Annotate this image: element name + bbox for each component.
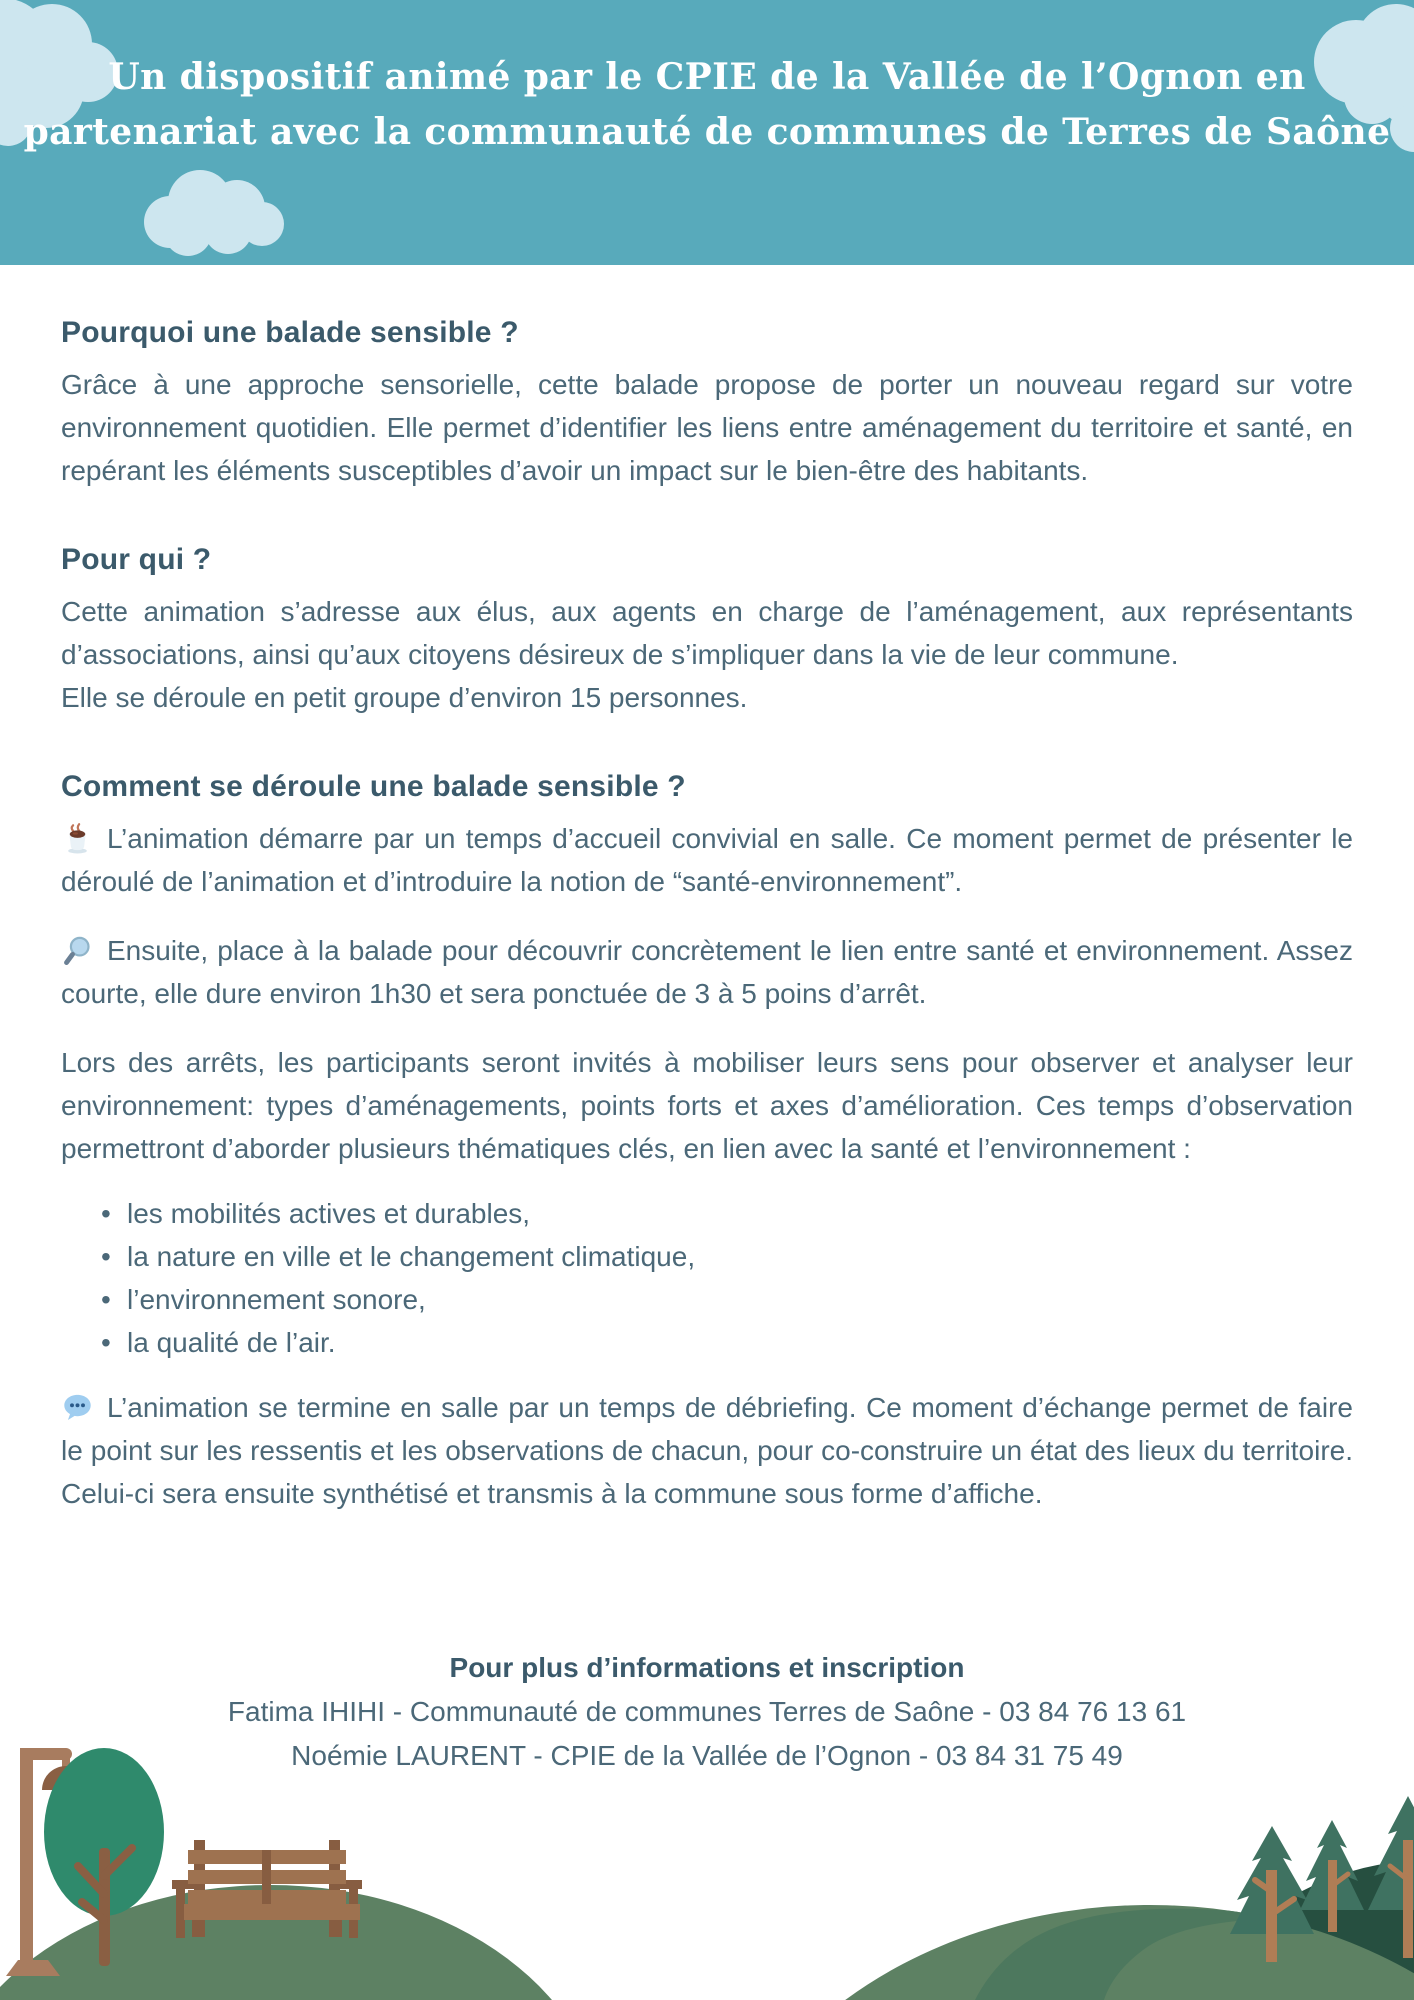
contact-line: Fatima IHIHI - Communauté de communes Terres de Saône - 03 84 76 13 61: [227, 1696, 1187, 1727]
list-item: • les mobilités actives et durables,: [101, 1192, 1353, 1235]
footer-heading: Pour plus d’informations et inscription: [449, 1652, 965, 1683]
section-who-heading: Pour qui ?: [61, 543, 212, 576]
section-who: [61, 540, 1353, 719]
paragraph-debrief: [61, 1386, 1353, 1515]
speech-balloon-icon: [61, 1391, 94, 1424]
section-how-heading: Comment se déroule une balade sensible ?: [61, 770, 686, 803]
section-how: [61, 767, 1353, 1515]
themes-list: [61, 1192, 1353, 1364]
section-why-paragraph: Grâce à une approche sensorielle, cette balade propose de porter un nouveau regard sur votre environnement quotidien. Elle permet d’identifier les liens entre aménagement du territoire et santé, en repérant les éléments susceptibles d’avoir un impact sur le bien-être des habitants.: [61, 369, 1353, 486]
hero-header: [0, 0, 1414, 265]
paragraph-walk: [61, 929, 1353, 1015]
park-scene-illustration: [0, 1680, 1414, 2000]
page-title-line1: Un dispositif animé par le CPIE de la Vallée de l’Ognon en: [108, 56, 1306, 98]
cloud-icon: [144, 170, 284, 256]
contact-line: Noémie LAURENT - CPIE de la Vallée de l’Ognon - 03 84 31 75 49: [291, 1740, 1123, 1771]
paragraph-debrief-text: L’animation se termine en salle par un temps de débriefing. Ce moment d’échange permet de faire le point sur les ressentis et les observations de chacun, pour co-construire un état des lieux du territoire. Celui-ci sera ensuite synthétisé et transmis à la commune sous forme d’affiche.: [61, 1392, 1353, 1509]
magnifying-glass-icon: [61, 934, 94, 967]
coffee-cup-icon: [61, 822, 94, 855]
section-why: [61, 313, 1353, 492]
page-title: [0, 0, 1414, 160]
flyer-content: [0, 313, 1414, 1515]
paragraph-walk-text: Ensuite, place à la balade pour découvrir concrètement le lien entre santé et environnement. Assez courte, elle dure environ 1h30 et sera ponctuée de 3 à 5 poins d’arrêt.: [61, 935, 1353, 1009]
list-item: • la qualité de l’air.: [101, 1321, 1353, 1364]
section-who-paragraph: Cette animation s’adresse aux élus, aux agents en charge de l’aménagement, aux représentants d’associations, ainsi qu’aux citoyens désireux de s’impliquer dans la vie de leur commune.: [61, 596, 1353, 670]
page-title-line2: partenariat avec la communauté de communes de Terres de Saône: [23, 111, 1391, 153]
list-item: • l’environnement sonore,: [101, 1278, 1353, 1321]
paragraph-welcome-text: L’animation démarre par un temps d’accueil convivial en salle. Ce moment permet de présenter le déroulé de l’animation et d’introduire la notion de “santé-environnement”.: [61, 823, 1353, 897]
list-item: • la nature en ville et le changement climatique,: [101, 1235, 1353, 1278]
section-who-paragraph: Elle se déroule en petit groupe d’environ 15 personnes.: [61, 682, 748, 713]
paragraph-welcome: [61, 817, 1353, 903]
section-why-heading: Pourquoi une balade sensible ?: [61, 316, 519, 349]
paragraph-stops: Lors des arrêts, les participants seront invités à mobiliser leurs sens pour observer et analyser leur environnement: types d’aménagements, points forts et axes d’amélioration. Ces temps d’observation permettront d’aborder plusieurs thématiques clés, en lien avec la santé et l’environnement :: [61, 1047, 1353, 1164]
